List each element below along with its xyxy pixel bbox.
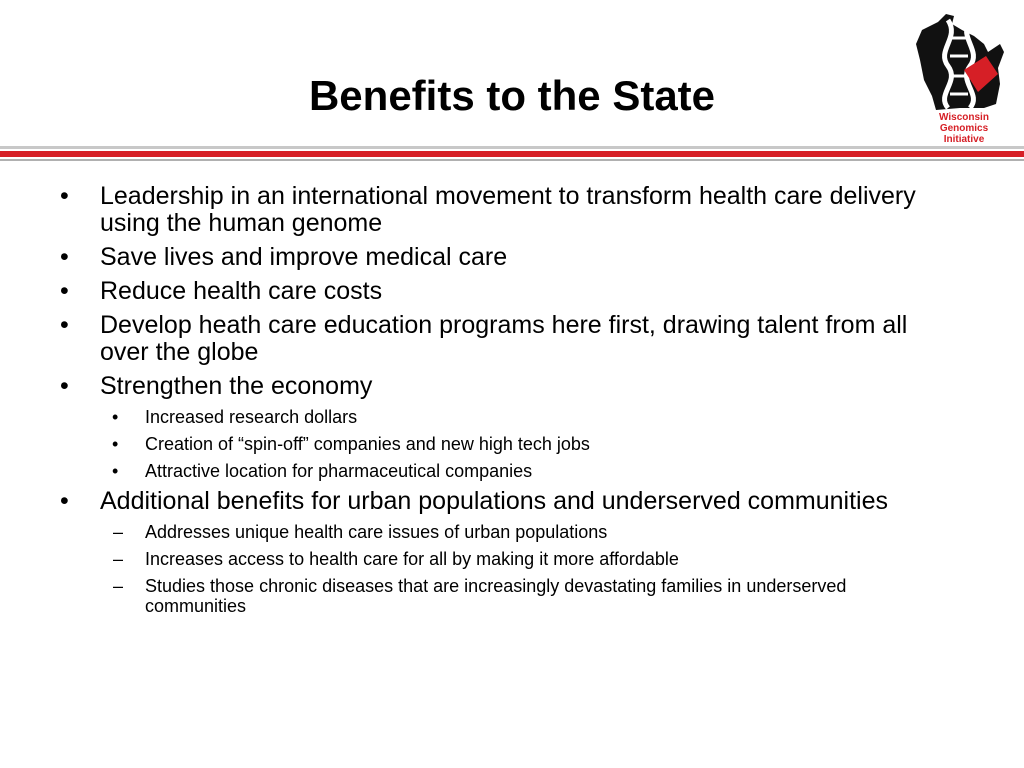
sub-list-item [0, 434, 1024, 454]
sub-dash-marker: – [113, 522, 124, 542]
title-divider-red [0, 151, 1024, 157]
list-item [0, 278, 1024, 305]
logo-line-1: Wisconsin [939, 112, 989, 123]
bullet-list [0, 183, 1024, 623]
title-divider-bottom [0, 159, 1024, 161]
logo-line-2: Genomics [939, 123, 989, 134]
list-item-text: Leadership in an international movement to transform health care delivery using the human genome [100, 182, 916, 237]
sub-list-item [0, 549, 1024, 569]
sub-list-item-text: Attractive location for pharmaceutical companies [145, 461, 533, 481]
logo-line-3: Initiative [943, 134, 985, 145]
sub-list-item [0, 522, 1024, 542]
bullet-marker: • [60, 182, 69, 210]
sub-list-item-text: Increases access to health care for all by making it more affordable [145, 549, 679, 569]
sub-list-item-text: Addresses unique health care issues of urban populations [145, 522, 608, 542]
logo-wordmark [908, 112, 1020, 145]
list-item [0, 312, 1024, 366]
list-item [0, 373, 1024, 400]
list-item-text: Strengthen the economy [100, 372, 373, 400]
sub-dash-marker: – [113, 576, 124, 596]
title-divider-top [0, 146, 1024, 149]
bullet-marker: • [60, 277, 69, 305]
bullet-marker: • [60, 372, 69, 400]
sub-list-item-text: Increased research dollars [145, 407, 358, 427]
list-item-text: Additional benefits for urban populations and underserved communities [100, 487, 888, 515]
sub-bullet-marker: • [112, 461, 119, 481]
bullet-marker: • [60, 243, 69, 271]
sub-list-item [0, 461, 1024, 481]
slide-title: Benefits to the State [308, 72, 716, 119]
sub-dash-marker: – [113, 549, 124, 569]
list-item-text: Reduce health care costs [100, 277, 383, 305]
sub-list-item-text: Creation of “spin-off” companies and new high tech jobs [145, 434, 590, 454]
sub-list-item [0, 407, 1024, 427]
sub-bullet-marker: • [112, 434, 119, 454]
list-item-text: Develop heath care education programs here first, drawing talent from all over the globe [100, 311, 908, 366]
bullet-marker: • [60, 311, 69, 339]
sub-list-item-text: Studies those chronic diseases that are increasingly devastating families in underserved communities [145, 576, 847, 616]
list-item [0, 183, 1024, 237]
bullet-marker: • [60, 487, 69, 515]
list-item [0, 244, 1024, 271]
list-item-text: Save lives and improve medical care [100, 243, 508, 271]
sub-bullet-marker: • [112, 407, 119, 427]
list-item [0, 488, 1024, 515]
sub-list-item [0, 576, 1024, 616]
